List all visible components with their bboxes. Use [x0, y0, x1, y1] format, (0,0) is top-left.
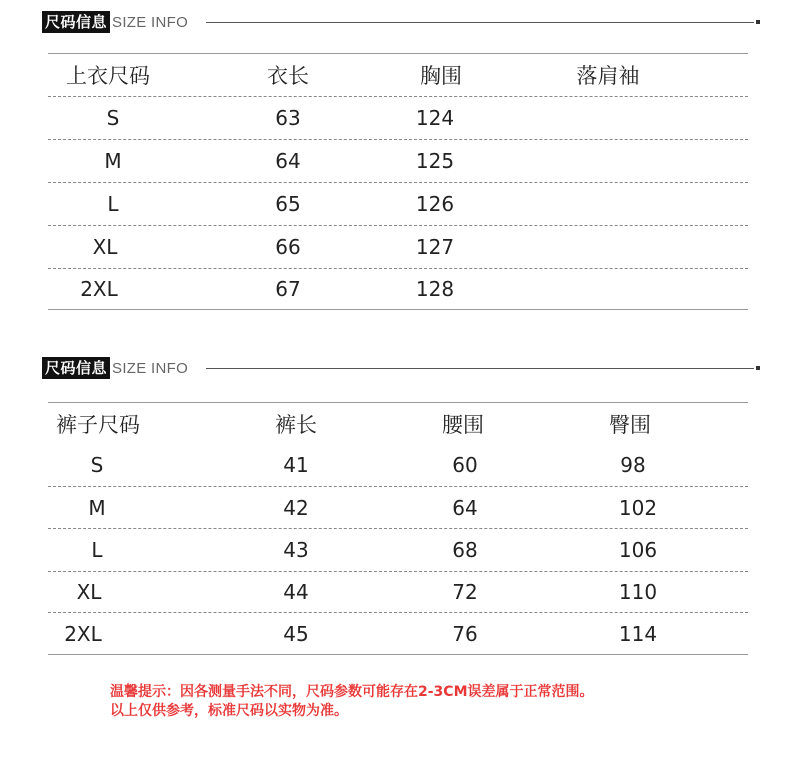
size-cell: XL: [76, 580, 102, 604]
sleeve-cell: [568, 97, 648, 139]
size-cell: M: [104, 149, 122, 173]
measurement-note: [110, 683, 594, 721]
table-row: [48, 226, 748, 268]
chest-cell: 126: [415, 192, 455, 216]
waist-cell: 60: [452, 453, 478, 477]
table-row: [48, 613, 748, 654]
length-cell: 66: [275, 235, 301, 259]
table-row: [48, 572, 748, 612]
length-cell: 42: [283, 495, 309, 520]
chest-cell: 125: [415, 149, 455, 173]
pants-col-hip: 臀围: [609, 413, 651, 437]
sleeve-cell: [568, 183, 648, 225]
tops-header-en: SIZE INFO: [112, 13, 189, 31]
length-cell: 65: [275, 192, 301, 216]
tops-col-size: 上衣尺码: [66, 64, 150, 88]
pants-size-table: [48, 402, 748, 654]
pants-header-cn: 尺码信息: [42, 357, 110, 379]
pants-header-row: [48, 403, 748, 445]
size-cell: L: [91, 538, 103, 562]
hip-cell: 106: [618, 538, 658, 562]
tops-header-rule-end: [756, 20, 760, 24]
table-row: [48, 97, 748, 139]
pants-header-rule: [206, 368, 754, 369]
length-cell: 44: [283, 580, 309, 604]
size-cell: XL: [92, 235, 118, 259]
tops-size-table: [48, 53, 748, 309]
note-line-1: 温馨提示：因各测量手法不同，尺码参数可能存在2-3CM误差属于正常范围。: [110, 684, 594, 700]
tops-header-rule: [206, 22, 754, 23]
pants-header-en: SIZE INFO: [112, 359, 189, 377]
length-cell: 43: [283, 538, 309, 562]
sleeve-cell: [568, 140, 648, 182]
size-cell: 2XL: [64, 621, 102, 646]
tops-header-row: [48, 54, 748, 96]
chest-cell: 127: [415, 235, 455, 259]
table-row: [48, 269, 748, 309]
table-row: [48, 183, 748, 225]
pants-col-length: 裤长: [275, 413, 317, 437]
table-row: [48, 140, 748, 182]
sleeve-cell: [568, 226, 648, 268]
length-cell: 63: [275, 106, 301, 130]
waist-cell: 72: [452, 580, 478, 604]
hip-cell: 98: [620, 453, 646, 477]
table-row: [48, 446, 748, 484]
size-cell: 2XL: [80, 277, 118, 301]
hip-cell: 102: [618, 495, 658, 520]
waist-cell: 76: [452, 621, 478, 646]
tops-header-cn: 尺码信息: [42, 11, 110, 33]
tops-section-header: [42, 11, 188, 33]
size-cell: S: [90, 453, 104, 477]
tops-col-length: 衣长: [267, 64, 309, 88]
pants-header-rule-end: [756, 366, 760, 370]
size-cell: M: [88, 495, 106, 520]
tops-col-sleeve: 落肩袖: [576, 64, 640, 88]
chest-cell: 128: [415, 277, 455, 301]
waist-cell: 64: [452, 495, 478, 520]
hip-cell: 110: [618, 580, 658, 604]
pants-col-waist: 腰围: [442, 413, 484, 437]
tops-col-chest: 胸围: [420, 64, 462, 88]
length-cell: 45: [283, 621, 309, 646]
table-row: [48, 529, 748, 571]
waist-cell: 68: [452, 538, 478, 562]
length-cell: 41: [283, 453, 309, 477]
size-cell: L: [107, 192, 119, 216]
tops-table-bottom-border: [48, 309, 748, 310]
size-cell: S: [106, 106, 120, 130]
pants-col-size: 裤子尺码: [56, 413, 140, 437]
sleeve-cell: [568, 269, 648, 309]
length-cell: 64: [275, 149, 301, 173]
note-line-2: 以上仅供参考，标准尺码以实物为准。: [110, 703, 348, 719]
pants-table-bottom-border: [48, 654, 748, 655]
pants-section-header: [42, 357, 188, 379]
table-row: [48, 487, 748, 528]
length-cell: 67: [275, 277, 301, 301]
hip-cell: 114: [618, 621, 658, 646]
chest-cell: 124: [415, 106, 455, 130]
